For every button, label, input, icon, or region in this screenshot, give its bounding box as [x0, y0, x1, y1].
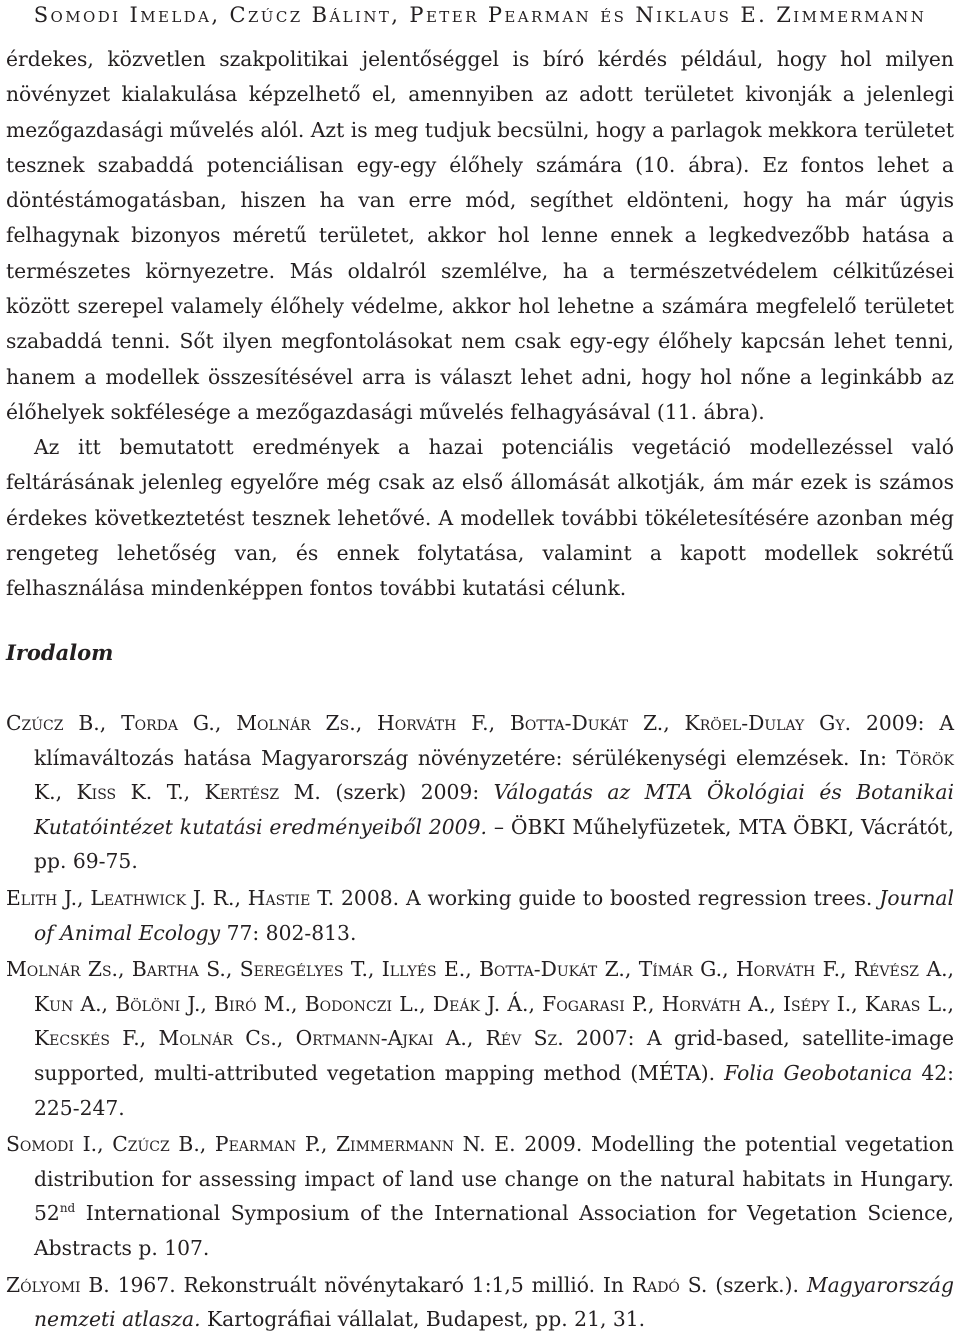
- reference-editors: Török K., Kiss K. T., Kertész M.: [34, 745, 954, 805]
- reference-list: [6, 706, 954, 1339]
- reference-text: Kartográfiai vállalat, Budapest, pp. 21, 31.: [200, 1307, 646, 1332]
- reference-superscript: nd: [59, 1201, 76, 1216]
- reference-text: 77: 802-813.: [220, 920, 357, 945]
- reference-authors: Elith J., Leathwick J. R., Hastie T.: [6, 885, 335, 910]
- reference-authors: Molnár Zs., Bartha S., Seregélyes T., Illyés E., Botta-Dukát Z., Tímár G., Horváth F., Révész A., Kun A., Bölöni J., Biró M., Bodonczi L., Deák J. Á., Fogarasi P., Horváth A., Isépy I., Karas L., Kecskés F., Molnár Cs., Ortmann-Ajkai A., Rév Sz.: [6, 957, 954, 1051]
- reference-authors: Somodi I., Czúcz B., Pearman P., Zimmermann N. E.: [6, 1132, 516, 1157]
- reference-text: 2007: A grid-based, satellite-image supported, multi-attributed vegetation mapping method (MÉTA).: [34, 1026, 954, 1085]
- paragraph-text: Az itt bemutatott eredmények a hazai potenciális vegetáció modellezéssel való feltárásának jelenleg egyelőre még csak az első állomását alkotják, ám már ezek is számos érdekes következtetést tesznek lehetővé. A modellek további tökéletesítésére azonban még rengeteg lehetőség van, és ennek folytatása, valamint a kapott modellek sokrétű felhasználása mindenképpen fontos további kutatási célunk.: [6, 435, 954, 601]
- reference-text: (szerk.).: [707, 1272, 807, 1297]
- reference-source: Folia Geobotanica: [724, 1060, 913, 1085]
- paragraph-text: érdekes, közvetlen szakpolitikai jelentőséggel is bíró kérdés például, hogy hol milyen növényzet kialakulása képzelhető el, amennyiben az adott területet kivonják a jelenlegi mezőgazdasági művelés alól. Azt is meg tudjuk becsülni, hogy a parlagok mekkora területet tesznek szabaddá potenciálisan egy-egy élőhely számára (10. ábra). Ez fontos lehet a döntéstámogatásban, hiszen ha van erre mód, segíthet eldönteni, hogy ha már úgyis felhagynak bizonyos méretű területet, akkor hol lenne ennek a legkedvezőbb hatása a természetes környezetre. Más oldalról szemlélve, ha a természetvédelem célkitűzései között szerepel valamely élőhely védelme, akkor hol lehetne a számára megfelelő területet szabaddá tenni. Sőt ilyen megfontolásokat nem csak egy-egy élőhely kapcsán lehet tenni, hanem a modellek összesítésével arra is választ lehet adni, hogy hol nőne a leginkább az élőhelyek sokfélesége a mezőgazdasági művelés felhagyásával (11. ábra).: [6, 47, 954, 424]
- reference-text: 2009. Modelling the potential vegetation distribution for assessing impact of land use change on the natural habitats in Hungary. 52: [34, 1132, 954, 1226]
- running-head: Somodi Imelda, Czúcz Bálint, Peter Pearman és Niklaus E. Zimmermann: [33, 3, 927, 27]
- section-title-references: Irodalom: [6, 640, 114, 665]
- reference-source: Válogatás az MTA Ökológiai és Botanikai Kutatóintézet kutatási eredményeiből 2009.: [34, 780, 954, 839]
- reference-text: 2008. A working guide to boosted regression trees.: [334, 885, 880, 910]
- reference-authors: Czúcz B., Torda G., Molnár Zs., Horváth F., Botta-Dukát Z., Kröel-Dulay Gy.: [6, 711, 852, 735]
- reference-source: Magyarország nemzeti atlasza.: [34, 1272, 954, 1332]
- reference-text: International Symposium of the International Association for Vegetation Science, Abstracts p. 107.: [34, 1201, 954, 1260]
- reference-text: 1967. Rekonstruált növénytakaró 1:1,5 millió. In: [109, 1272, 632, 1297]
- reference-editors: Radó S.: [631, 1272, 708, 1297]
- reference-source: Journal of Animal Ecology: [34, 885, 954, 945]
- reference-text: 2009: A klímaváltozás hatása Magyarország növényzetére: sérülékenységi elemzések. In:: [34, 711, 954, 770]
- reference-text: 42: 225-247.: [34, 1060, 954, 1120]
- reference-authors: Zólyomi B.: [6, 1272, 110, 1297]
- reference-item-somodi: [6, 1127, 954, 1265]
- reference-item-elith: [6, 881, 954, 950]
- body-paragraph-2: [6, 430, 954, 606]
- body-paragraph-1: [6, 42, 954, 430]
- reference-item-molnar: [6, 952, 954, 1125]
- reference-item-czucz: [6, 706, 954, 879]
- reference-item-zolyomi: [6, 1268, 954, 1337]
- reference-text: – ÖBKI Műhelyfüzetek, MTA ÖBKI, Vácrátót, pp. 69-75.: [34, 814, 954, 874]
- reference-text: (szerk) 2009:: [320, 780, 494, 805]
